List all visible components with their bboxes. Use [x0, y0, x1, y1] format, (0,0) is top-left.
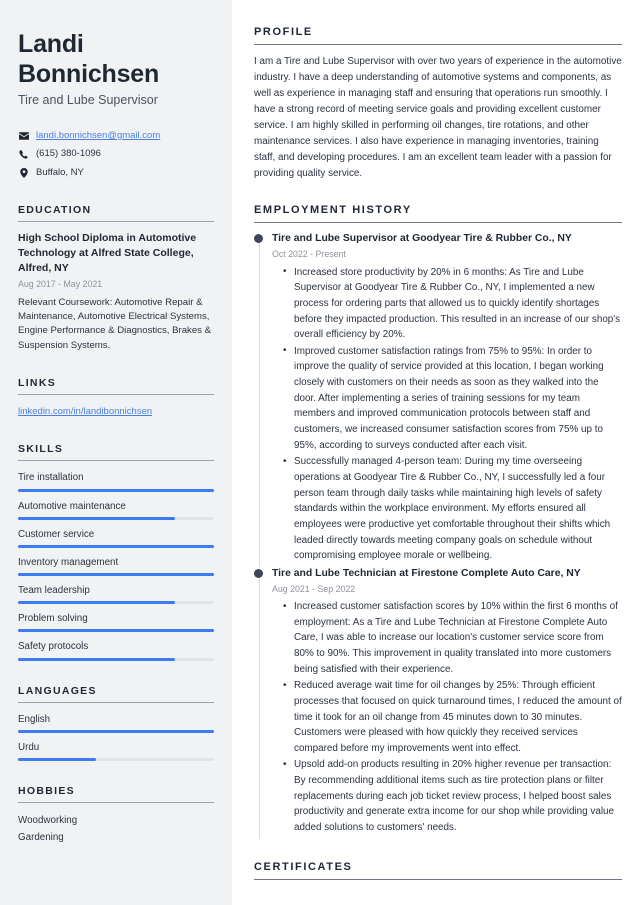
bar-fill — [18, 601, 175, 604]
timeline-line — [259, 238, 260, 566]
education-entry-title: High School Diploma in Automotive Technology at Alfred State College, Alfred, NY — [18, 231, 197, 275]
hobbies-heading: HOBBIES — [18, 784, 75, 797]
skills-divider — [18, 460, 214, 461]
bar-label: Team leadership — [18, 585, 90, 597]
timeline-dot-icon — [254, 234, 263, 243]
bar-label: Urdu — [18, 741, 40, 753]
bar-fill — [18, 489, 214, 492]
bar-item — [18, 555, 214, 576]
bar-fill — [18, 629, 214, 632]
links-divider — [18, 394, 214, 395]
link-item-linkedin[interactable]: linkedin.com/in/landibonnichsen — [18, 406, 153, 418]
profile-text: I am a Tire and Lube Supervisor with over two years of experience in the automotive industry. I have a deep understanding of automotive systems and components, as well as experience in managing staff and ensuring that operations run smoothly. I have a strong record of meeting service goals and providing excellent customer service. I am highly skilled in performing oil changes, tire rotations, and other maintenance services. I also have experience in managing inventories, training staff, and developing procedures. I am an excellent team leader with a passion for providing quality service. — [254, 56, 622, 180]
bar-item — [18, 499, 214, 520]
bar-fill — [18, 758, 96, 761]
bar-track — [18, 730, 214, 733]
candidate-name: Landi Bonnichsen — [18, 30, 160, 88]
bar-fill — [18, 573, 214, 576]
bar-label: Automotive maintenance — [18, 500, 126, 512]
phone-icon — [18, 150, 29, 159]
timeline-line — [259, 573, 260, 839]
certificates-heading: CERTIFICATES — [254, 860, 353, 873]
skills-heading: SKILLS — [18, 443, 64, 456]
hobbies-list — [18, 812, 214, 846]
employment-entry-bullets — [272, 599, 622, 836]
bar-track — [18, 517, 214, 520]
employment-entry — [254, 232, 622, 566]
bar-item — [18, 583, 214, 604]
employment-entry-bullets — [272, 265, 622, 564]
timeline-dot-icon — [254, 569, 263, 578]
bar-item — [18, 639, 214, 660]
bar-label: Problem solving — [18, 613, 88, 625]
bar-fill — [18, 658, 175, 661]
links-heading: LINKS — [18, 377, 56, 390]
education-heading: EDUCATION — [18, 203, 92, 216]
envelope-icon — [18, 132, 29, 140]
bar-fill — [18, 730, 214, 733]
skills-section — [18, 443, 214, 660]
bar-track — [18, 601, 214, 604]
bar-fill — [18, 517, 175, 520]
employment-entry-title: Tire and Lube Supervisor at Goodyear Tire & Rubber Co., NY — [272, 233, 572, 245]
employment-bullet: • Reduced average wait time for oil changes by 25%: Through efficient processes that focused on quick turnaround times, I reduced the amount of time it took for an oil change from 45 minutes down to 30 minutes. Customers were pleased with how quickly they received services compared before my improvements went into effect. — [294, 678, 622, 756]
employment-bullet: • Upsold add-on products resulting in 20% higher revenue per transaction: By recommending additional items such as tire protection plans or filter replacements during each job ticket review process, I helped boost sales productivity and generate extra income for our shop while providing value added solutions to customers' needs. — [294, 757, 622, 835]
hobbies-divider — [18, 802, 214, 803]
employment-bullet: • Increased customer satisfaction scores by 10% within the first 6 months of employment: As a Tire and Lube Technician at Firestone Complete Auto Care, I was able to increase our location's customer service score from 80% to 90%. This improvement in quality translated into more customers being satisfied with their experience. — [294, 599, 622, 677]
bar-fill — [18, 545, 214, 548]
skills-list — [18, 470, 214, 660]
bar-item — [18, 712, 214, 733]
bar-track — [18, 489, 214, 492]
education-entry-dates: Aug 2017 - May 2021 — [18, 279, 103, 290]
employment-entry-dates: Oct 2022 - Present — [272, 249, 346, 260]
employment-divider — [254, 222, 622, 223]
profile-heading: PROFILE — [254, 26, 313, 38]
employment-section — [254, 204, 622, 838]
languages-section — [18, 685, 214, 761]
contact-location-text: Buffalo, NY — [36, 166, 84, 178]
bar-label: Tire installation — [18, 472, 84, 484]
map-pin-icon — [18, 168, 29, 178]
sidebar — [0, 0, 232, 905]
employment-timeline — [254, 232, 622, 838]
education-entry — [18, 231, 214, 353]
certificates-divider — [254, 879, 622, 880]
contact-email-text[interactable]: landi.bonnichsen@gmail.com — [36, 130, 161, 141]
bar-track — [18, 758, 214, 761]
bar-track — [18, 658, 214, 661]
education-divider — [18, 221, 214, 222]
employment-entry-dates: Aug 2021 - Sep 2022 — [272, 583, 356, 594]
employment-entry-title: Tire and Lube Technician at Firestone Complete Auto Care, NY — [272, 567, 581, 579]
bar-track — [18, 573, 214, 576]
employment-entry — [254, 567, 622, 839]
employment-bullet: • Improved customer satisfaction ratings from 75% to 95%: In order to improve the quality of service provided at this location, I began working closely with customers on their needs as soon as they walked into the door. After implementing a series of training sessions for my team members and improved communication protocols between staff and customers, we increased consumer satisfaction scores from 75% up to 95%, according to surveys conducted after each visit. — [294, 344, 622, 453]
contact-email-row[interactable] — [18, 129, 214, 143]
bar-label: Inventory management — [18, 556, 119, 568]
bar-item — [18, 611, 214, 632]
bar-item — [18, 470, 214, 491]
bar-item — [18, 740, 214, 761]
education-section — [18, 204, 214, 353]
bar-track — [18, 629, 214, 632]
profile-divider — [254, 44, 622, 45]
links-section — [18, 377, 214, 419]
certificates-section — [254, 861, 622, 880]
contact-phone-text: (615) 380-1096 — [36, 148, 101, 160]
candidate-job-title: Tire and Lube Supervisor — [18, 93, 158, 107]
employment-heading: EMPLOYMENT HISTORY — [254, 204, 412, 217]
bar-track — [18, 545, 214, 548]
employment-bullet: • Successfully managed 4-person team: During my time overseeing operations at Goodyear Tire & Rubber Co., NY, I successfully led a four person team through daily tasks while maintaining high levels of safety standards within the workplace environment. My efforts ensured all employees were productive yet comfortable throughout their shifts which leaded directly towards meeting company goals on schedule without compromising employee morale or wellbeing. — [294, 454, 622, 563]
languages-list — [18, 712, 214, 761]
languages-heading: LANGUAGES — [18, 684, 97, 697]
main-column — [232, 0, 640, 905]
contact-phone-row — [18, 147, 214, 161]
languages-divider — [18, 702, 214, 703]
bar-item — [18, 527, 214, 548]
profile-section — [254, 26, 622, 182]
bar-label: Customer service — [18, 528, 95, 540]
hobby-item: Gardening — [18, 832, 64, 844]
hobbies-section — [18, 785, 214, 846]
hobby-item: Woodworking — [18, 814, 78, 826]
employment-bullet: • Increased store productivity by 20% in 6 months: As Tire and Lube Supervisor at Goodyear Tire & Rubber Co., NY, I implemented a new process for ordering parts that allowed us to quickly identify shortages before they impacted production. This resulted in an increase of our shop's overall efficiency by 20%. — [294, 265, 622, 343]
contact-location-row — [18, 166, 214, 180]
education-entry-description: Relevant Coursework: Automotive Repair & Maintenance, Automotive Electrical Systems, Engine Performance & Diagnostics, Brakes & Suspension Systems. — [18, 296, 212, 351]
contact-list — [18, 129, 214, 180]
bar-label: Safety protocols — [18, 641, 89, 653]
bar-label: English — [18, 713, 51, 725]
